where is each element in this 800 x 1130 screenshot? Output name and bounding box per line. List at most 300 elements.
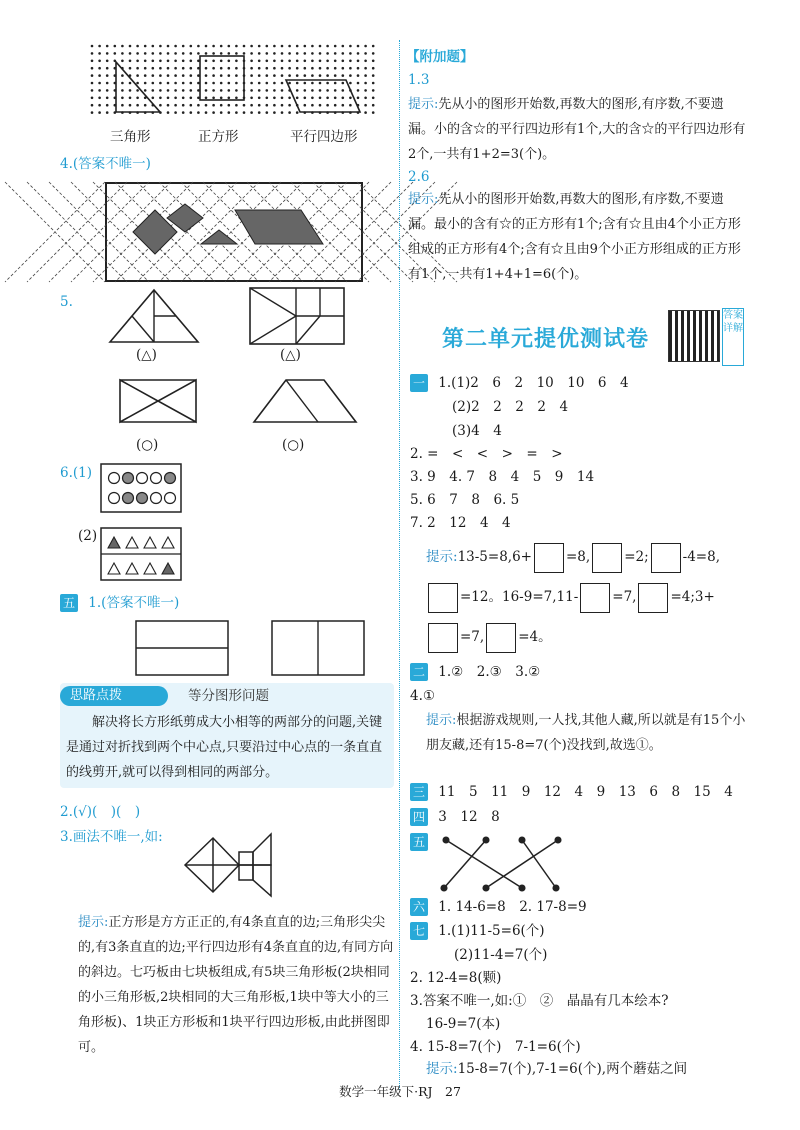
grid-dot	[190, 97, 193, 100]
grid-dot	[311, 97, 314, 100]
grid-dot	[296, 60, 299, 63]
grid-dot	[182, 45, 185, 48]
grid-dot	[342, 60, 345, 63]
grid-dot	[144, 52, 147, 55]
grid-dot	[144, 74, 147, 77]
grid-dot	[334, 52, 337, 55]
grid-dot	[220, 111, 223, 114]
grid-dot	[319, 60, 322, 63]
grid-dot	[349, 52, 352, 55]
grid-dot	[174, 97, 177, 100]
sec1-hint-part: -4=8,	[682, 549, 720, 565]
sec4-values: 3 12 8	[438, 809, 500, 825]
grid-dot	[304, 104, 307, 107]
grid-dot	[136, 52, 139, 55]
grid-dot	[235, 67, 238, 70]
unit-title: 第二单元提优测试卷	[442, 327, 650, 352]
grid-dot	[228, 45, 231, 48]
grid-dot	[220, 74, 223, 77]
grid-dot	[372, 82, 375, 85]
grid-dot	[190, 45, 193, 48]
grid-dot	[273, 52, 276, 55]
grid-dot	[288, 45, 291, 48]
grid-dot	[311, 52, 314, 55]
grid-dot	[205, 82, 208, 85]
grid-dot	[349, 104, 352, 107]
grid-dot	[144, 67, 147, 70]
sec1-hint-part: =7,	[460, 629, 485, 645]
grid-dot	[182, 67, 185, 70]
grid-dot	[250, 82, 253, 85]
grid-dot	[235, 97, 238, 100]
grid-dot	[273, 97, 276, 100]
grid-dot	[349, 82, 352, 85]
grid-dot	[288, 111, 291, 114]
grid-dot	[311, 104, 314, 107]
grid-dot	[296, 82, 299, 85]
sec2-hint-text: 根据游戏规则,一人找,其他人藏,所以就是有15个小朋友藏,还有15-8=7(个)没找到,故选①。	[426, 713, 746, 753]
grid-dot	[98, 60, 101, 63]
grid-dot	[235, 74, 238, 77]
grid-dot	[281, 82, 284, 85]
sec6-line	[410, 898, 587, 916]
grid-dot	[121, 89, 124, 92]
grid-dot	[106, 74, 109, 77]
sec2-hint	[426, 708, 746, 758]
grid-dot	[334, 45, 337, 48]
grid-dot	[136, 74, 139, 77]
extra-title: 【附加题】	[406, 49, 474, 65]
grid-dot	[121, 97, 124, 100]
grid-dot	[91, 89, 94, 92]
grid-dot	[304, 97, 307, 100]
grid-dot	[364, 82, 367, 85]
grid-dot	[326, 45, 329, 48]
grid-dot	[167, 82, 170, 85]
grid-dot	[98, 67, 101, 70]
grid-dot	[167, 52, 170, 55]
grid-dot	[167, 104, 170, 107]
q5-mark-d: (○)	[282, 437, 305, 453]
grid-dot	[334, 82, 337, 85]
dot-grid-figures	[88, 42, 378, 122]
sec6-badge: 六	[410, 898, 428, 916]
grid-dot	[205, 67, 208, 70]
grid-dot	[372, 111, 375, 114]
grid-dot	[273, 45, 276, 48]
grid-dot	[250, 104, 253, 107]
grid-dot	[91, 111, 94, 114]
left-hint-text: 正方形是方方正正的,有4条直直的边;三角形尖尖的,有3条直直的边;平行四边形有4条直直的边,有同方向的斜边。七巧板由七块板组成,有5块三角形板(2块相同的小三角形板,2块相同的大三角形板,1块中等大小的三角形板)、1块正方形板和1块平行四边形板,由此拼图即可。	[78, 915, 394, 1055]
sec5-badge: 五	[410, 833, 428, 851]
grid-dot	[136, 89, 139, 92]
grid-dot	[114, 52, 117, 55]
grid-dot	[212, 60, 215, 63]
sec1-q5-q6: 5. 6 7 8 6. 5	[410, 492, 520, 508]
label-parallelogram: 平行四边形	[290, 129, 358, 145]
grid-dot	[182, 97, 185, 100]
sec5-right	[410, 833, 428, 851]
q4-pattern-figure	[105, 182, 363, 282]
grid-dot	[304, 52, 307, 55]
grid-dot	[144, 82, 147, 85]
grid-dot	[273, 67, 276, 70]
grid-dot	[273, 82, 276, 85]
grid-dot	[129, 52, 132, 55]
grid-dot	[235, 104, 238, 107]
grid-dot	[304, 45, 307, 48]
grid-dot	[311, 67, 314, 70]
grid-dot	[121, 52, 124, 55]
sec1-hint-part: =8,	[565, 549, 591, 565]
grid-dot	[159, 67, 162, 70]
grid-dot	[349, 60, 352, 63]
sec2-line1	[410, 663, 540, 681]
grid-dot	[281, 74, 284, 77]
grid-dot	[357, 45, 360, 48]
grid-dot	[167, 60, 170, 63]
grid-dot	[288, 52, 291, 55]
grid-dot	[357, 89, 360, 92]
grid-dot	[319, 67, 322, 70]
grid-dot	[326, 104, 329, 107]
q6-2-triangles	[100, 527, 182, 581]
grid-dot	[342, 67, 345, 70]
grid-dot	[220, 60, 223, 63]
answer-box	[638, 583, 668, 613]
grid-dot	[258, 82, 261, 85]
grid-dot	[212, 52, 215, 55]
grid-dot	[243, 45, 246, 48]
grid-dot	[174, 104, 177, 107]
grid-dot	[288, 104, 291, 107]
grid-dot	[220, 67, 223, 70]
grid-dot	[258, 52, 261, 55]
grid-dot	[190, 60, 193, 63]
grid-dot	[357, 60, 360, 63]
grid-dot	[334, 74, 337, 77]
sec1-hint-line2	[426, 580, 715, 614]
grid-dot	[266, 45, 269, 48]
grid-dot	[212, 82, 215, 85]
grid-dot	[364, 111, 367, 114]
grid-dot	[235, 111, 238, 114]
grid-dot	[319, 104, 322, 107]
answer-box	[534, 543, 564, 573]
grid-dot	[250, 52, 253, 55]
extra-q1-hint-text: 先从小的图形开始数,再数大的图形,有序数,不要遗漏。小的含☆的平行四边形有1个,大的含☆的平行四边形有2个,一共有1+2=3(个)。	[408, 97, 746, 162]
grid-dot	[326, 60, 329, 63]
sec7-q3: 3.答案不唯一,如:① ② 晶晶有几本绘本?	[410, 993, 669, 1009]
grid-dot	[281, 67, 284, 70]
grid-dot	[281, 111, 284, 114]
extra-q2-hint-label: 提示:	[408, 192, 439, 207]
grid-dot	[296, 67, 299, 70]
grid-dot	[334, 97, 337, 100]
grid-dot	[364, 104, 367, 107]
grid-dot	[159, 52, 162, 55]
sec1-hint-part: =4。	[518, 629, 552, 645]
page-footer: 数学一年级下·RJ 27	[339, 1084, 461, 1099]
sec2-badge: 二	[410, 663, 428, 681]
grid-dot	[98, 111, 101, 114]
grid-dot	[372, 97, 375, 100]
grid-dot	[334, 67, 337, 70]
qr-note: 答案详解	[722, 308, 744, 366]
grid-dot	[190, 52, 193, 55]
grid-dot	[304, 82, 307, 85]
grid-dot	[258, 67, 261, 70]
grid-dot	[220, 52, 223, 55]
sec1-hint-part: 13-5=8,6+	[457, 549, 532, 565]
grid-dot	[349, 67, 352, 70]
grid-dot	[159, 45, 162, 48]
grid-dot	[205, 74, 208, 77]
grid-dot	[91, 97, 94, 100]
grid-dot	[266, 74, 269, 77]
grid-dot	[106, 52, 109, 55]
grid-dot	[174, 89, 177, 92]
grid-dot	[372, 45, 375, 48]
q6-1-label: 6.(1)	[60, 465, 93, 481]
grid-dot	[91, 67, 94, 70]
grid-dot	[182, 60, 185, 63]
grid-dot	[228, 111, 231, 114]
sec7-q1-1: 1.(1)11-5=6(个)	[438, 923, 545, 939]
grid-dot	[258, 97, 261, 100]
grid-dot	[326, 52, 329, 55]
grid-dot	[98, 45, 101, 48]
grid-dot	[319, 74, 322, 77]
grid-dot	[190, 67, 193, 70]
grid-dot	[106, 89, 109, 92]
grid-dot	[296, 111, 299, 114]
grid-dot	[311, 82, 314, 85]
grid-dot	[190, 111, 193, 114]
sec7-hint-text: 15-8=7(个),7-1=6(个),两个蘑菇之间	[457, 1061, 688, 1077]
grid-dot	[144, 89, 147, 92]
sec1-hint-part: =4;3+	[670, 589, 715, 605]
grid-dot	[319, 97, 322, 100]
grid-dot	[281, 97, 284, 100]
grid-dot	[357, 67, 360, 70]
extra-q1-hint	[408, 92, 746, 167]
grid-dot	[250, 67, 253, 70]
q5-figure-b	[248, 286, 346, 346]
grid-dot	[319, 89, 322, 92]
sec3-badge: 三	[410, 783, 428, 801]
grid-dot	[319, 52, 322, 55]
grid-dot	[228, 74, 231, 77]
grid-dot	[121, 82, 124, 85]
grid-dot	[296, 45, 299, 48]
grid-dot	[106, 97, 109, 100]
answer-box	[592, 543, 622, 573]
grid-dot	[167, 67, 170, 70]
grid-dot	[129, 104, 132, 107]
grid-dot	[91, 82, 94, 85]
sec1-hint-part: =7,	[612, 589, 637, 605]
grid-dot	[91, 60, 94, 63]
sec7-q2: 2. 12-4=8(颗)	[410, 970, 502, 986]
grid-dot	[174, 67, 177, 70]
grid-dot	[212, 89, 215, 92]
grid-dot	[106, 104, 109, 107]
sec1-hint-label: 提示:	[426, 549, 458, 565]
q6-2-label: (2)	[78, 528, 98, 544]
qr-code-icon[interactable]	[668, 310, 720, 362]
grid-dot	[311, 60, 314, 63]
grid-dot	[220, 82, 223, 85]
sec1-badge: 一	[410, 374, 428, 392]
grid-dot	[250, 60, 253, 63]
grid-dot	[205, 60, 208, 63]
grid-dot	[364, 97, 367, 100]
grid-dot	[273, 89, 276, 92]
answer-box	[580, 583, 610, 613]
sec4-badge: 四	[410, 808, 428, 826]
grid-dot	[212, 45, 215, 48]
extra-q2-hint-text: 先从小的图形开始数,再数大的图形,有序数,不要遗漏。最小的含有☆的正方形有1个;含有☆且由4个小正方形组成的正方形有4个;含有☆且由9个小正方形组成的正方形有1个,一共有1+4+1=6(个)。	[408, 192, 741, 282]
grid-dot	[364, 60, 367, 63]
sec1-q1-1: 1.(1)2 6 2 10 10 6 4	[438, 375, 629, 391]
grid-dot	[228, 60, 231, 63]
sec1-q1-2: (2)2 2 2 2 4	[452, 399, 569, 415]
grid-dot	[296, 97, 299, 100]
grid-dot	[342, 104, 345, 107]
grid-dot	[91, 74, 94, 77]
grid-dot	[273, 60, 276, 63]
grid-dot	[205, 111, 208, 114]
grid-dot	[106, 60, 109, 63]
grid-dot	[220, 97, 223, 100]
grid-dot	[296, 89, 299, 92]
grid-dot	[159, 60, 162, 63]
grid-dot	[159, 104, 162, 107]
grid-dot	[197, 52, 200, 55]
grid-dot	[144, 104, 147, 107]
q5-figure-d	[252, 378, 358, 424]
grid-dot	[98, 104, 101, 107]
grid-dot	[342, 89, 345, 92]
left-sec5-badge: 五	[60, 594, 78, 612]
grid-dot	[129, 45, 132, 48]
sec2-q4: 4.①	[410, 688, 435, 704]
grid-dot	[304, 74, 307, 77]
grid-dot	[273, 74, 276, 77]
grid-dot	[98, 52, 101, 55]
grid-dot	[121, 104, 124, 107]
grid-dot	[326, 82, 329, 85]
grid-dot	[205, 45, 208, 48]
grid-dot	[228, 82, 231, 85]
grid-dot	[235, 45, 238, 48]
grid-dot	[129, 67, 132, 70]
sec7-q4: 4. 15-8=7(个) 7-1=6(个)	[410, 1039, 581, 1055]
grid-dot	[228, 67, 231, 70]
grid-dot	[349, 45, 352, 48]
grid-dot	[174, 82, 177, 85]
grid-dot	[258, 45, 261, 48]
grid-dot	[258, 111, 261, 114]
grid-dot	[129, 97, 132, 100]
column-divider	[399, 40, 400, 1090]
grid-dot	[311, 74, 314, 77]
q4-label: 4.(答案不唯一)	[60, 156, 151, 172]
grid-dot	[167, 74, 170, 77]
grid-dot	[220, 45, 223, 48]
grid-dot	[342, 97, 345, 100]
grid-dot	[334, 60, 337, 63]
grid-dot	[250, 111, 253, 114]
grid-dot	[266, 104, 269, 107]
label-square: 正方形	[198, 129, 239, 145]
grid-dot	[235, 89, 238, 92]
grid-dot	[296, 74, 299, 77]
grid-dot	[212, 74, 215, 77]
grid-dot	[357, 82, 360, 85]
grid-dot	[319, 45, 322, 48]
grid-dot	[364, 74, 367, 77]
grid-dot	[357, 97, 360, 100]
grid-dot	[159, 74, 162, 77]
grid-dot	[372, 89, 375, 92]
tip-head: 思路点拨	[60, 686, 168, 706]
grid-dot	[91, 104, 94, 107]
tip-title: 等分图形问题	[188, 688, 269, 704]
sec1-q1-3: (3)4 4	[452, 423, 502, 439]
grid-dot	[288, 74, 291, 77]
grid-dot	[228, 104, 231, 107]
grid-dot	[106, 45, 109, 48]
sec7-hint	[426, 1060, 687, 1078]
grid-dot	[349, 97, 352, 100]
grid-dot	[159, 82, 162, 85]
grid-dot	[266, 52, 269, 55]
grid-dot	[372, 74, 375, 77]
grid-dot	[266, 60, 269, 63]
grid-dot	[98, 97, 101, 100]
grid-dot	[167, 89, 170, 92]
grid-dot	[228, 97, 231, 100]
grid-dot	[159, 97, 162, 100]
grid-dot	[136, 104, 139, 107]
sec1-hint-part: =2;	[624, 549, 649, 565]
label-triangle: 三角形	[110, 129, 151, 145]
grid-dot	[152, 52, 155, 55]
grid-dot	[326, 97, 329, 100]
grid-dot	[334, 89, 337, 92]
grid-dot	[167, 45, 170, 48]
answer-box	[651, 543, 681, 573]
grid-dot	[121, 45, 124, 48]
grid-dot	[258, 60, 261, 63]
grid-dot	[288, 97, 291, 100]
grid-dot	[349, 74, 352, 77]
grid-dot	[357, 52, 360, 55]
grid-dot	[205, 97, 208, 100]
grid-dot	[243, 52, 246, 55]
grid-dot	[91, 45, 94, 48]
grid-dot	[273, 104, 276, 107]
extra-q2-hint	[408, 187, 746, 287]
sec7-q3-eq: 16-9=7(本)	[426, 1016, 501, 1032]
grid-dot	[235, 60, 238, 63]
grid-dot	[136, 60, 139, 63]
grid-dot	[228, 52, 231, 55]
grid-dot	[281, 60, 284, 63]
grid-dot	[304, 89, 307, 92]
